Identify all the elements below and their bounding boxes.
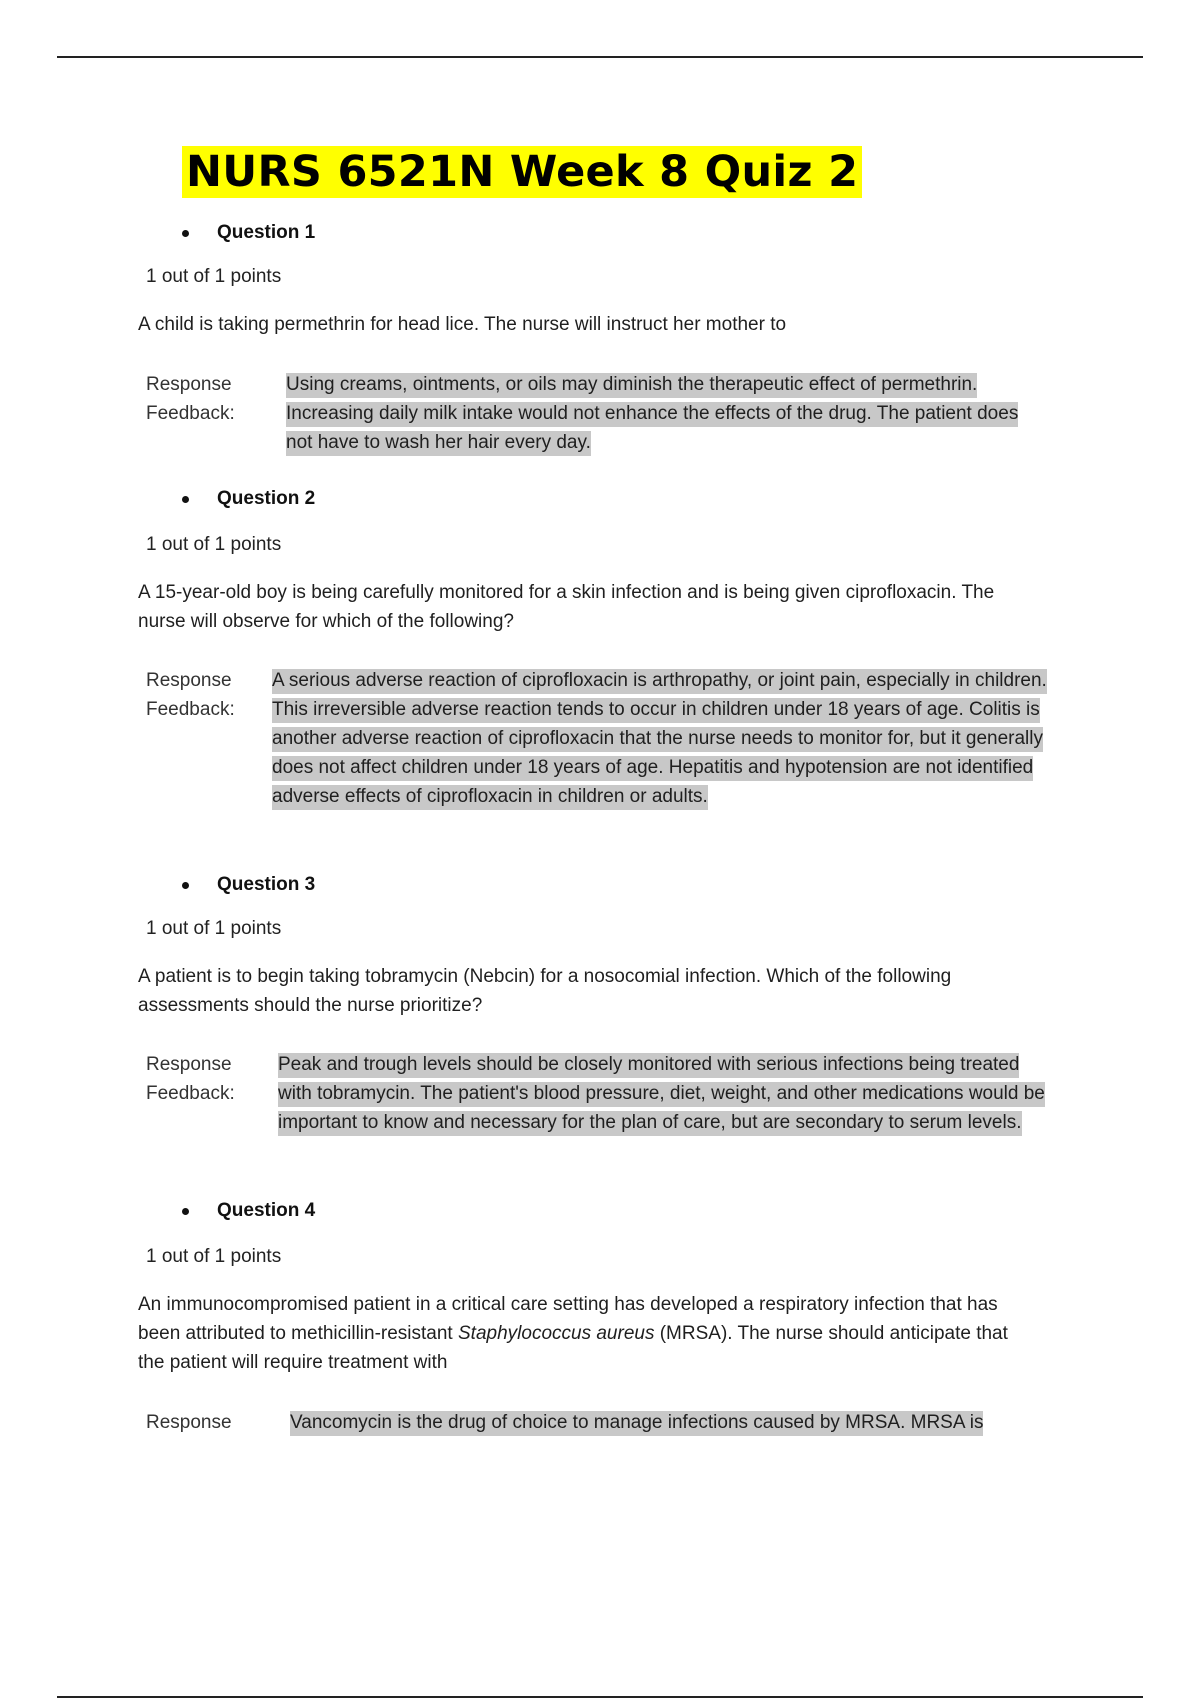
question-heading [182,872,315,898]
question-prompt-part2: (MRSA). The nurse should anticipate that the patient will require treatment with [138,1323,1008,1373]
question-heading-label: Question 3 [217,874,316,895]
question-points: 1 out of 1 points [146,918,282,939]
question-heading [182,220,315,246]
bullet-icon [182,882,189,889]
feedback-label-line1: Response [146,1054,232,1075]
question-heading [182,1198,315,1224]
feedback-label-line1: Response [146,374,232,395]
feedback-highlight: Peak and trough levels should be closely monitored with serious infections being treated with tobramycin. The patient's blood pressure, diet, weight, and other medications would be important to know and necessary for the plan of care, but are secondary to serum levels. [278,1053,1045,1136]
feedback-text [290,1408,1050,1437]
feedback-label-line2: Feedback: [146,403,235,424]
question-heading-label: Question 4 [217,1200,316,1221]
feedback-label [146,370,256,428]
feedback-text [286,370,1046,457]
feedback-label [146,1050,256,1108]
feedback-label-line2: Feedback: [146,699,235,720]
top-rule [57,56,1143,58]
feedback-highlight: A serious adverse reaction of ciprofloxacin is arthropathy, or joint pain, especially in children. This irreversible adverse reaction tends to occur in children under 18 years of age. Colitis is another adverse reaction of ciprofloxacin that the nurse needs to monitor for, but it generally does not affect children under 18 years of age. Hepatitis and hypotension are not identified adverse effects of ciprofloxacin in children or adults. [272,669,1047,810]
feedback-highlight: Vancomycin is the drug of choice to manage infections caused by MRSA. MRSA is [290,1411,983,1436]
feedback-label [146,1408,256,1437]
question-points: 1 out of 1 points [146,534,282,555]
feedback-label-line2: Feedback: [146,1083,235,1104]
question-prompt-part1: An immunocompromised patient in a critical care setting has developed a respiratory infection that has been attributed to methicillin-resistant [138,1294,998,1344]
feedback-text [278,1050,1058,1137]
question-prompt: A child is taking permethrin for head lice. The nurse will instruct her mother to [138,314,787,335]
question-prompt: A 15-year-old boy is being carefully monitored for a skin infection and is being given ciprofloxacin. The nurse will observe for which of the following? [138,582,995,632]
question-heading-label: Question 2 [217,488,316,509]
question-prompt: A patient is to begin taking tobramycin (Nebcin) for a nosocomial infection. Which of the following assessments should the nurse prioritize? [138,966,952,1016]
bullet-icon [182,496,189,503]
bullet-icon [182,230,189,237]
bottom-rule [57,1696,1143,1698]
page-title: NURS 6521N Week 8 Quiz 2 [182,146,862,198]
question-points: 1 out of 1 points [146,1246,282,1267]
bullet-icon [182,1208,189,1215]
question-points: 1 out of 1 points [146,266,282,287]
question-heading-label: Question 1 [217,222,316,243]
question-prompt [138,1290,1038,1377]
question-prompt-italic: Staphylococcus aureus [458,1323,655,1344]
feedback-label-line1: Response [146,670,232,691]
feedback-label [146,666,256,724]
feedback-text [272,666,1050,811]
question-heading [182,486,315,512]
feedback-highlight: Using creams, ointments, or oils may diminish the therapeutic effect of permethrin. Increasing daily milk intake would not enhance the effects of the drug. The patient does not have to wash her hair every day. [286,373,1018,456]
feedback-label-line1: Response [146,1412,232,1433]
